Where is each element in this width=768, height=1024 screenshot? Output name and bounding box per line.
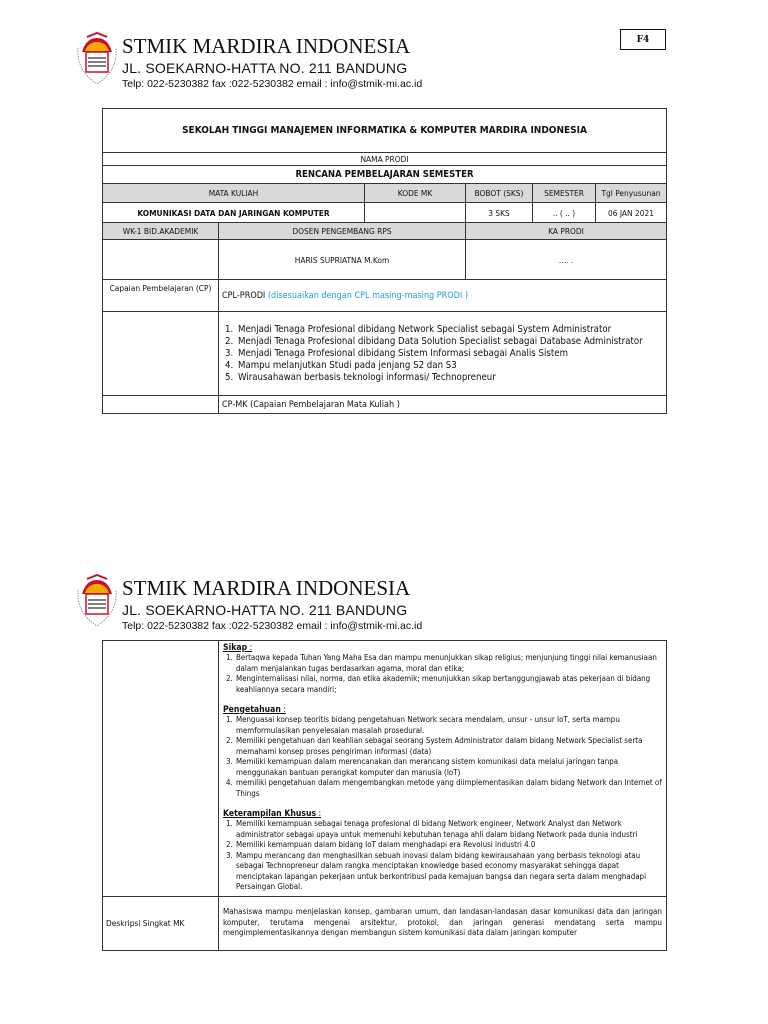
- kaprodi-header: KA PRODI: [466, 223, 667, 240]
- sikap-title: Sikap :: [223, 643, 253, 653]
- deskripsi-text: Mahasiswa mampu menjelaskan konsep, gambaran umum, dan landasan-landasan dasar komunikasi data dan jaringan komputer, terutama mengenai arsitektur, protokol, dan jaringan generasi mendatang serta mampu mengimplementasikannya dengan membangun sistem komunikasi data dalam jaringan komputer: [219, 896, 667, 950]
- rps-table: [102, 108, 667, 414]
- empty-cell: [103, 641, 219, 897]
- course-values-row: [103, 203, 667, 223]
- cpmk-table: [102, 640, 667, 951]
- sikap-list: [223, 653, 662, 695]
- cpmk-detail-row: [103, 641, 667, 897]
- signature-header-row: [103, 223, 667, 240]
- cpl-item: 1. Menjadi Tenaga Profesional dibidang Network Specialist sebagai System Administrator: [236, 324, 663, 336]
- empty-cell: [103, 396, 219, 414]
- cpl-items-cell: [219, 312, 667, 396]
- cpl-list: [222, 324, 663, 384]
- tgl-penyusunan-header: Tgl Penyusunan: [596, 184, 667, 203]
- pengetahuan-item: 4. memiliki pengetahuan dalam mengembangkan metode yang diimplementasikan dalam bidang Network dan Internet of Things: [235, 778, 662, 799]
- semester-header: SEMESTER: [533, 184, 596, 203]
- keterampilan-item: 3. Mampu merancang dan menghasilkan sebuah inovasi dalam bidang kewirausahaan yang berbasis teknologi atau sebagai Technopreneur dalam rangka menciptakan knowledge based economy masyarakat sehingga dapat menciptakan lapangan pekerjaan untuk berkontribusi pada kemajuan bangsa dan negara serta dalam menghadapi Persaingan Global.: [235, 851, 662, 893]
- institution-name: STMIK MARDIRA INDONESIA: [122, 34, 411, 58]
- kaprodi-value: …. .: [466, 240, 667, 280]
- dosen-value: HARIS SUPRIATNA M.Kom: [219, 240, 466, 280]
- rps-title: RENCANA PEMBELAJARAN SEMESTER: [103, 166, 667, 184]
- institution-full-title: SEKOLAH TINGGI MANAJEMEN INFORMATIKA & KOMPUTER MARDIRA INDONESIA: [103, 109, 667, 153]
- keterampilan-list: [223, 819, 662, 893]
- institution-contact: Telp: 022-5230382 fax :022-5230382 email : info@stmik-mi.ac.id: [122, 620, 423, 632]
- sikap-item: 1. Bertaqwa kepada Tuhan Yang Maha Esa dan mampu menunjukkan sikap religius; menjunjung tinggi nilai kemanusiaan dalam menjalankan tugas berdasarkan agama, moral dan etika;: [235, 653, 662, 674]
- prodi-row: [103, 153, 667, 166]
- institution-address: JL. SOEKARNO-HATTA NO. 211 BANDUNG: [122, 602, 408, 618]
- pengetahuan-item: 2. Memiliki pengetahuan dan keahlian sebagai seorang System Administrator dalam bidang Network Specialist serta memahami konsep proses pengiriman informasi (data): [235, 736, 662, 757]
- cpl-items-row: [103, 312, 667, 396]
- pengetahuan-item: 1. Menguasai konsep teoritis bidang pengetahuan Network secara mendalam, unsur - unsur IoT, serta mampu memformulasikan penyelesaian masalah prosedural.: [235, 715, 662, 736]
- institution-name: STMIK MARDIRA INDONESIA: [122, 576, 411, 600]
- stmik-logo: [74, 32, 120, 86]
- pengetahuan-item: 3. Memiliki kemampuan dalam merencanakan dan merancang sistem komunikasi data melalui jaringan tanpa menggunakan bantuan perangkat komputer dan manusia (IoT): [235, 757, 662, 778]
- cpl-item: 5. Wirausahawan berbasis teknologi informasi/ Technopreneur: [236, 372, 663, 384]
- deskripsi-row: [103, 896, 667, 950]
- pengetahuan-title: Pengetahuan :: [223, 705, 286, 715]
- bobot-value: 3 SKS: [466, 203, 533, 223]
- cpl-prodi-label: CPL-PRODI: [222, 290, 266, 301]
- sikap-item: 2. Menginternalisasi nilai, norma, dan etika akademik; menunjukkan sikap bertanggungjawab atas pekerjaan di bidang keahliannya secara mandiri;: [235, 674, 662, 695]
- mata-kuliah-value: KOMUNIKASI DATA DAN JARINGAN KOMPUTER: [103, 203, 365, 223]
- mata-kuliah-header: MATA KULIAH: [103, 184, 365, 203]
- kode-mk-header: KODE MK: [365, 184, 466, 203]
- cpmk-row: [103, 396, 667, 414]
- cpl-label-row: [103, 280, 667, 312]
- institution-contact: Telp: 022-5230382 fax :022-5230382 email : info@stmik-mi.ac.id: [122, 78, 423, 90]
- wk1-value: [103, 240, 219, 280]
- dosen-header: DOSEN PENGEMBANG RPS: [219, 223, 466, 240]
- deskripsi-label: Deskripsi Singkat MK: [103, 896, 219, 950]
- keterampilan-item: 2. Memiliki kemampuan dalam bidang IoT dalam menghadapi era Revolusi industri 4.0: [235, 840, 662, 851]
- pengetahuan-list: [223, 715, 662, 799]
- cpmk-label: CP-MK (Capaian Pembelajaran Mata Kuliah ): [219, 396, 667, 414]
- form-code: F4: [620, 29, 666, 50]
- page-2: [0, 560, 768, 1024]
- institution-title-row: [103, 109, 667, 153]
- course-header-row: [103, 184, 667, 203]
- tgl-penyusunan-value: 06 JAN 2021: [596, 203, 667, 223]
- cpl-item: 3. Menjadi Tenaga Profesional dibidang Sistem Informasi sebagai Analis Sistem: [236, 348, 663, 360]
- kode-mk-value: [365, 203, 466, 223]
- cp-label: Capaian Pembelajaran (CP): [103, 280, 219, 312]
- semester-value: .. ( .. ): [533, 203, 596, 223]
- cpl-prodi-note: (disesuaikan dengan CPL masing-masing PRODI ): [267, 290, 468, 301]
- wk1-header: WK-1 BID.AKADEMIK: [103, 223, 219, 240]
- signature-values-row: [103, 240, 667, 280]
- nama-prodi: NAMA PRODI: [103, 153, 667, 166]
- cpl-prodi-cell: [219, 280, 667, 312]
- page-1: [0, 0, 768, 430]
- cpl-item: 2. Menjadi Tenaga Profesional dibidang Data Solution Specialist sebagai Database Administrator: [236, 336, 663, 348]
- cpmk-detail-cell: [219, 641, 667, 897]
- keterampilan-title: Keterampilan Khusus :: [223, 809, 322, 819]
- empty-cell: [103, 312, 219, 396]
- rps-title-row: [103, 166, 667, 184]
- bobot-header: BOBOT (SKS): [466, 184, 533, 203]
- stmik-logo: [74, 574, 120, 628]
- institution-address: JL. SOEKARNO-HATTA NO. 211 BANDUNG: [122, 60, 408, 76]
- keterampilan-item: 1. Memiliki kemampuan sebagai tenaga profesional di bidang Network engineer, Network Analyst dan Network administrator sebagai upaya untuk memenuhi kebutuhan tenaga ahli dalam bidang Network pada dunia industri: [235, 819, 662, 840]
- cpl-item: 4. Mampu melanjutkan Studi pada jenjang S2 dan S3: [236, 360, 663, 372]
